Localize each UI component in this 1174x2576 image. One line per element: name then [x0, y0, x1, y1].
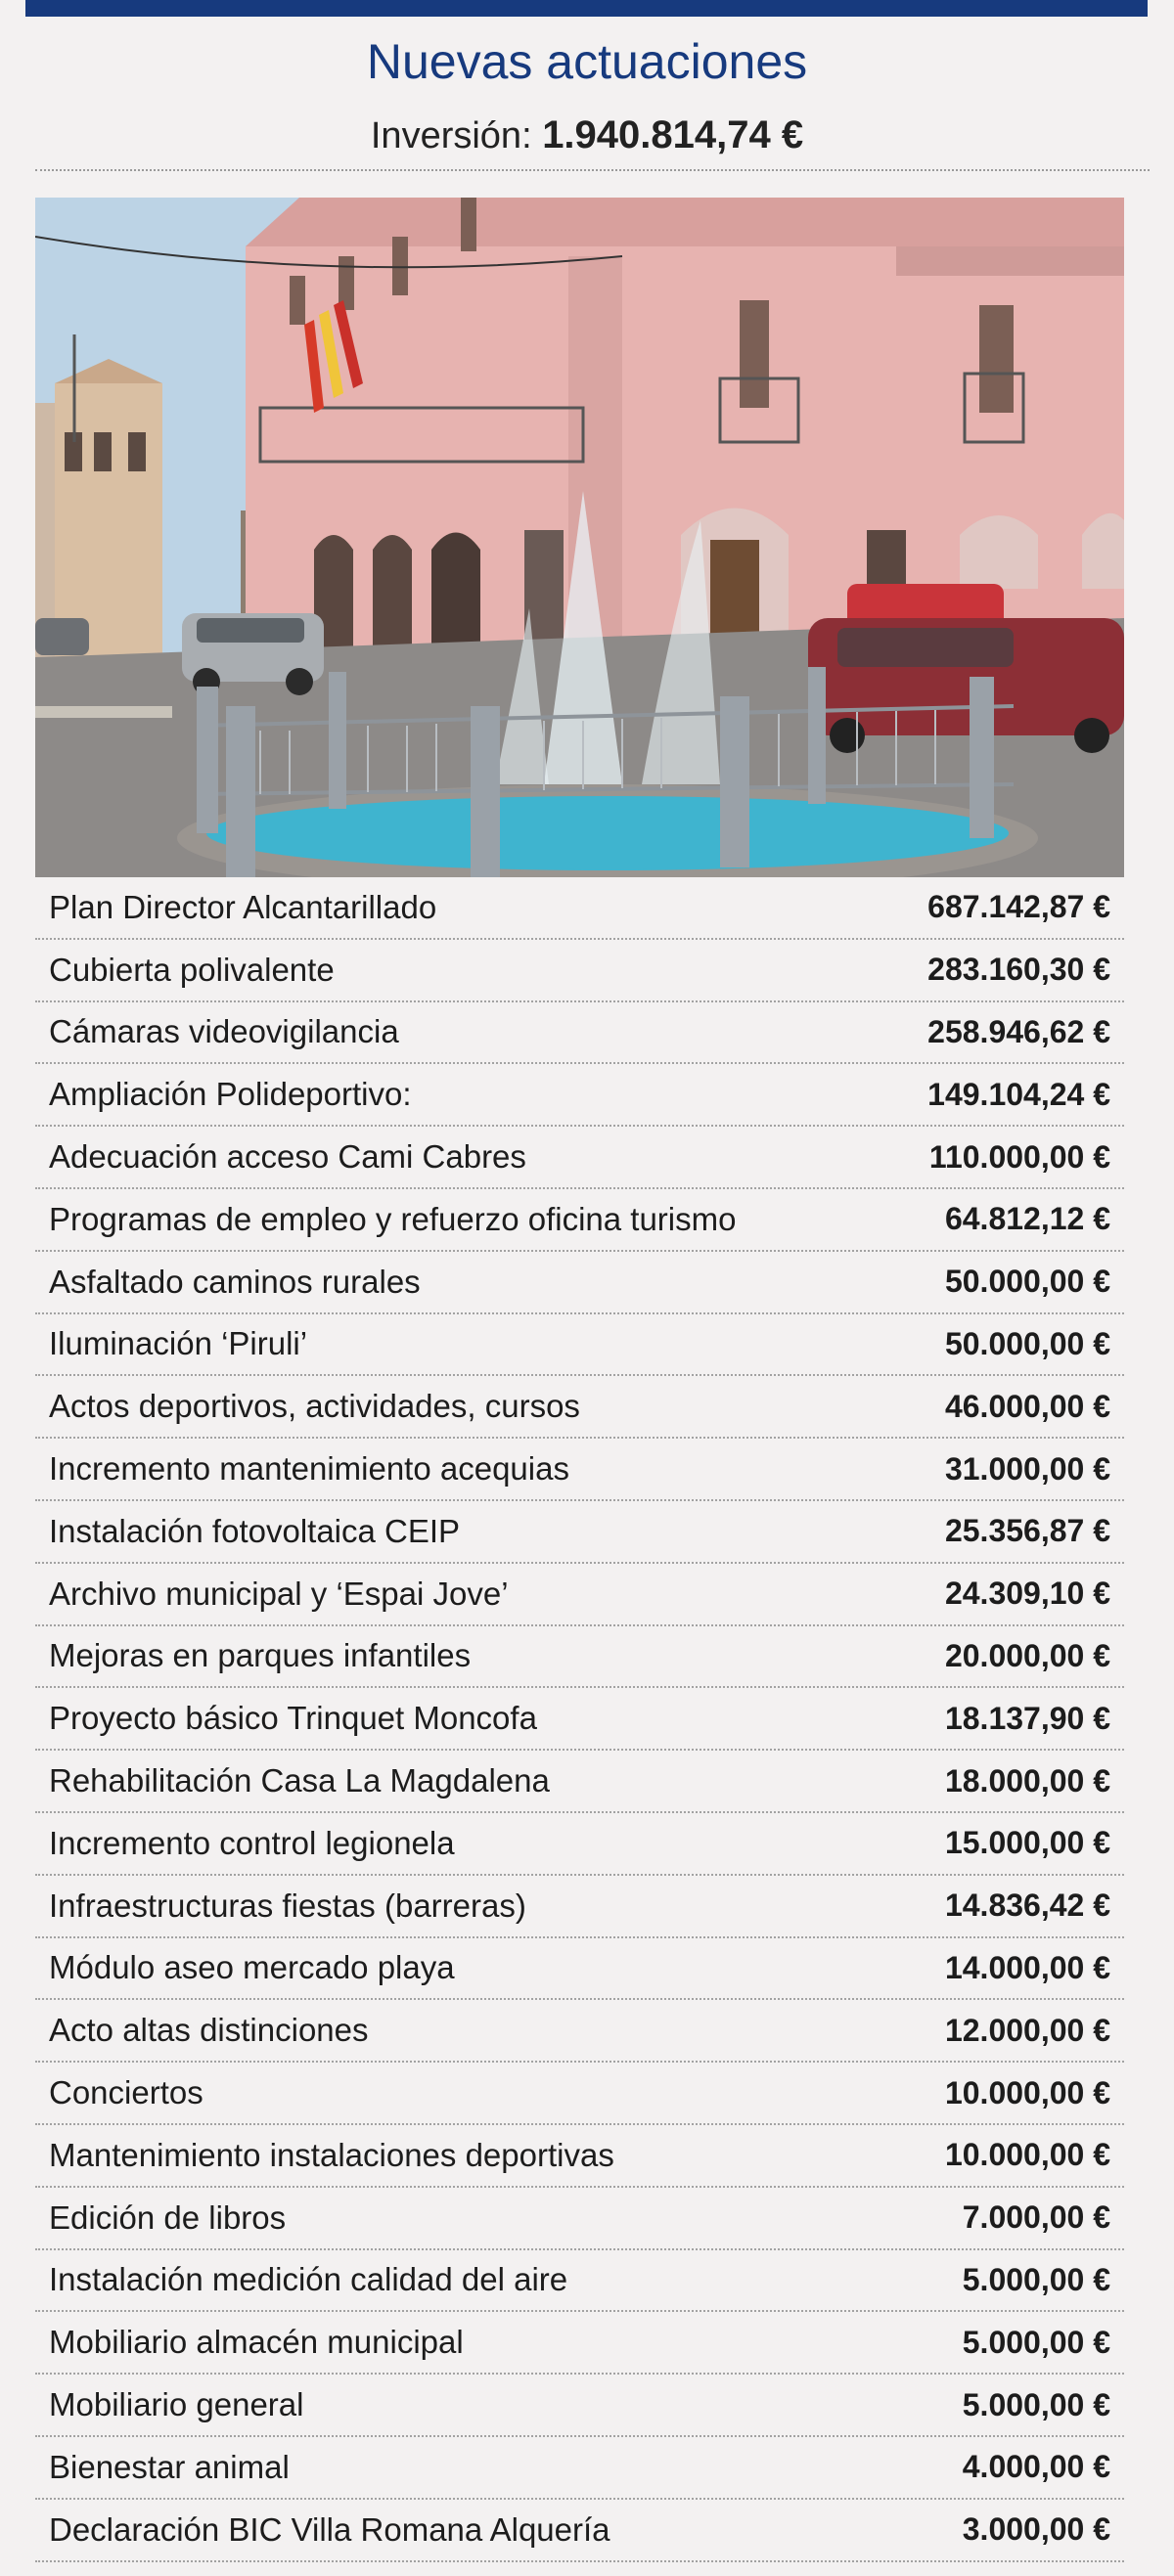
- item-label: Mobiliario almacén municipal: [49, 2324, 464, 2361]
- item-label: Instalación medición calidad del aire: [49, 2261, 568, 2298]
- item-amount: 64.812,12 €: [944, 1201, 1110, 1237]
- item-amount: 50.000,00 €: [944, 1325, 1110, 1361]
- item-label: Ampliación Polideportivo:: [49, 1076, 412, 1113]
- list-item: [35, 1813, 1124, 1876]
- header-divider: [35, 169, 1150, 171]
- item-amount: 687.142,87 €: [927, 889, 1110, 925]
- item-amount: 18.137,90 €: [944, 1700, 1110, 1736]
- item-label: Bienestar animal: [49, 2448, 290, 2485]
- item-label: Archivo municipal y ‘Espai Jove’: [49, 1575, 509, 1612]
- item-amount: 20.000,00 €: [944, 1637, 1110, 1673]
- item-amount: 7.000,00 €: [962, 2199, 1110, 2236]
- item-label: Rehabilitación Casa La Magdalena: [49, 1762, 550, 1799]
- list-item: [35, 2063, 1124, 2125]
- list-item: [35, 877, 1124, 940]
- item-amount: 5.000,00 €: [962, 2261, 1110, 2297]
- item-amount: 14.000,00 €: [944, 1949, 1110, 1985]
- item-label: Mejoras en parques infantiles: [49, 1637, 472, 1674]
- item-amount: 283.160,30 €: [927, 952, 1110, 988]
- list-item: [35, 2312, 1124, 2375]
- item-label: Infraestructuras fiestas (barreras): [49, 1887, 526, 1924]
- item-label: Incremento control legionela: [49, 1824, 455, 1861]
- list-item: [35, 2250, 1124, 2313]
- item-amount: 258.946,62 €: [927, 1013, 1110, 1049]
- list-item: [35, 2188, 1124, 2250]
- investment-amount: 1.940.814,74 €: [542, 113, 804, 156]
- item-amount: 149.104,24 €: [927, 1076, 1110, 1112]
- item-amount: 5.000,00 €: [962, 2324, 1110, 2360]
- item-label: Edición de libros: [49, 2198, 287, 2236]
- list-item: [35, 1314, 1124, 1377]
- investment-items-list: [35, 877, 1124, 2562]
- list-item: [35, 940, 1124, 1002]
- item-label: Módulo aseo mercado playa: [49, 1949, 455, 1986]
- list-item: [35, 2500, 1124, 2562]
- item-label: Cámaras videovigilancia: [49, 1013, 399, 1050]
- item-label: Declaración BIC Villa Romana Alquería: [49, 2510, 610, 2548]
- item-amount: 14.836,42 €: [944, 1888, 1110, 1924]
- item-label: Mantenimiento instalaciones deportivas: [49, 2136, 614, 2173]
- list-item: [35, 1501, 1124, 1564]
- item-label: Conciertos: [49, 2074, 203, 2111]
- list-item: [35, 2375, 1124, 2437]
- investment-label: Inversión:: [370, 115, 532, 156]
- item-amount: 31.000,00 €: [944, 1450, 1110, 1487]
- item-amount: 5.000,00 €: [962, 2386, 1110, 2422]
- item-label: Cubierta polivalente: [49, 951, 335, 988]
- list-item: [35, 1626, 1124, 1689]
- item-amount: 12.000,00 €: [944, 2012, 1110, 2048]
- list-item: [35, 1002, 1124, 1065]
- list-item: [35, 1751, 1124, 1813]
- item-amount: 4.000,00 €: [962, 2449, 1110, 2485]
- item-label: Incremento mantenimiento acequias: [49, 1450, 569, 1488]
- list-item: [35, 1938, 1124, 2001]
- top-accent-bar: [25, 0, 1148, 17]
- list-item: [35, 1564, 1124, 1626]
- item-amount: 24.309,10 €: [944, 1576, 1110, 1612]
- item-amount: 50.000,00 €: [944, 1264, 1110, 1300]
- item-label: Asfaltado caminos rurales: [49, 1263, 421, 1300]
- item-label: Actos deportivos, actividades, cursos: [49, 1388, 580, 1425]
- item-label: Instalación fotovoltaica CEIP: [49, 1512, 461, 1549]
- item-label: Mobiliario general: [49, 2386, 304, 2423]
- list-item: [35, 1189, 1124, 1252]
- list-item: [35, 1064, 1124, 1127]
- town-hall-fountain-photo: [35, 198, 1124, 877]
- list-item: [35, 2000, 1124, 2063]
- list-item: [35, 2125, 1124, 2188]
- item-amount: 3.000,00 €: [962, 2511, 1110, 2548]
- list-item: [35, 1127, 1124, 1189]
- list-item: [35, 1876, 1124, 1938]
- item-amount: 15.000,00 €: [944, 1825, 1110, 1861]
- item-label: Iluminación ‘Piruli’: [49, 1325, 308, 1362]
- item-amount: 18.000,00 €: [944, 1762, 1110, 1799]
- item-amount: 25.356,87 €: [944, 1513, 1110, 1549]
- item-label: Adecuación acceso Cami Cabres: [49, 1138, 526, 1176]
- item-amount: 110.000,00 €: [928, 1138, 1110, 1175]
- item-label: Proyecto básico Trinquet Moncofa: [49, 1700, 537, 1737]
- item-amount: 10.000,00 €: [944, 2074, 1110, 2110]
- item-label: Programas de empleo y refuerzo oficina turismo: [49, 1200, 737, 1237]
- investment-total: [0, 108, 1174, 163]
- item-amount: 46.000,00 €: [944, 1388, 1110, 1424]
- item-label: Acto altas distinciones: [49, 2012, 369, 2049]
- list-item: [35, 2437, 1124, 2500]
- item-label: Plan Director Alcantarillado: [49, 888, 437, 925]
- list-item: [35, 1376, 1124, 1439]
- item-amount: 10.000,00 €: [944, 2137, 1110, 2173]
- list-item: [35, 1439, 1124, 1501]
- list-item: [35, 1688, 1124, 1751]
- page-title: Nuevas actuaciones: [366, 34, 808, 89]
- list-item: [35, 1252, 1124, 1314]
